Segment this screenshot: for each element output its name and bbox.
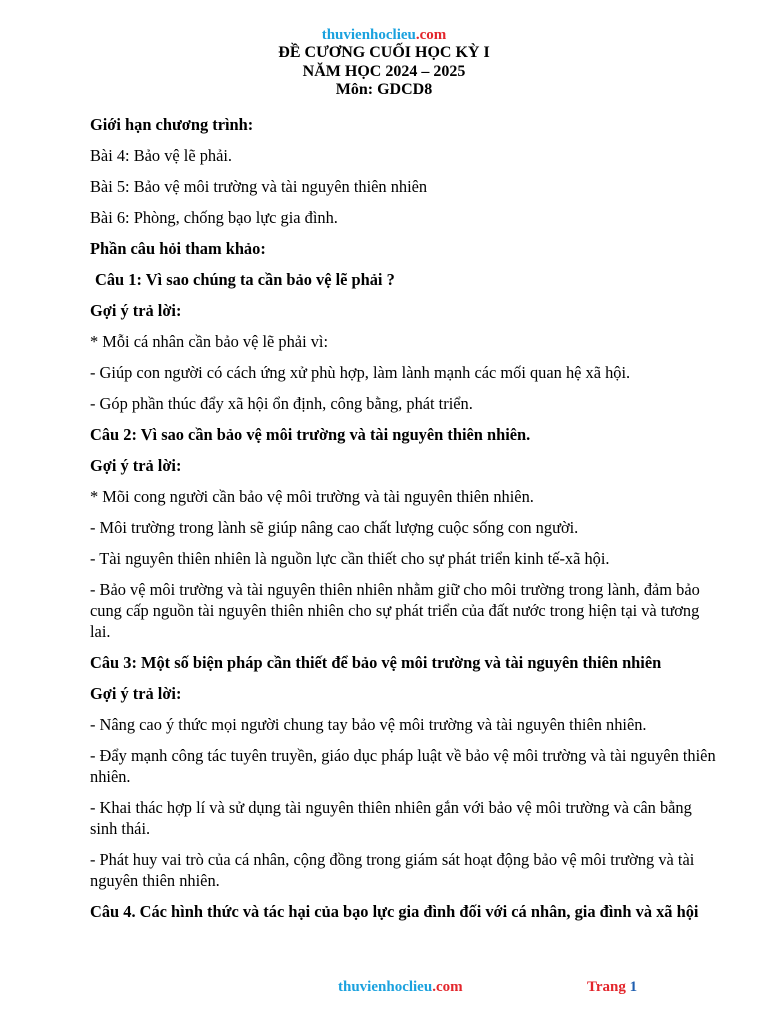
answer-paragraph: - Đẩy mạnh công tác tuyên truyền, giáo dục pháp luật về bảo vệ môi trường và tài nguyên thiên nhiên. — [90, 746, 716, 786]
question-heading: Câu 4. Các hình thức và tác hại của bạo lực gia đình đối với cá nhân, gia đình và xã hội — [90, 902, 699, 921]
section-heading-questions: Phần câu hỏi tham khảo: — [90, 239, 266, 258]
section-heading-scope: Giới hạn chương trình: — [90, 115, 254, 134]
page-number — [587, 979, 637, 996]
document-body — [90, 114, 720, 932]
lesson-item: Bài 5: Bảo vệ môi trường và tài nguyên thiên nhiên — [90, 177, 428, 196]
answer-paragraph: * Mỗi cá nhân cần bảo vệ lẽ phải vì: — [90, 332, 329, 351]
page-number-value: 1 — [629, 979, 638, 995]
site-brand[interactable] — [0, 26, 768, 44]
answer-hint-heading: Gợi ý trả lời: — [90, 684, 182, 703]
answer-paragraph: - Môi trường trong lành sẽ giúp nâng cao chất lượng cuộc sống con người. — [90, 518, 579, 537]
answer-paragraph: - Bảo vệ môi trường và tài nguyên thiên nhiên nhằm giữ cho môi trường trong lành, đảm bảo cung cấp nguồn tài nguyên thiên nhiên cho sự phát triển của đất nước trong hiện tại và tương lai. — [90, 580, 700, 641]
answer-paragraph: - Giúp con người có cách ứng xử phù hợp, làm lành mạnh các mối quan hệ xã hội. — [90, 363, 631, 382]
answer-paragraph: - Nâng cao ý thức mọi người chung tay bảo vệ môi trường và tài nguyên thiên nhiên. — [90, 715, 647, 734]
answer-paragraph: - Khai thác hợp lí và sử dụng tài nguyên thiên nhiên gắn với bảo vệ môi trường và cân bằng sinh thái. — [90, 798, 692, 838]
lesson-item: Bài 4: Bảo vệ lẽ phải. — [90, 146, 233, 165]
question-heading: Câu 2: Vì sao cần bảo vệ môi trường và tài nguyên thiên nhiên. — [90, 425, 531, 444]
page-footer — [0, 979, 768, 999]
answer-paragraph: - Tài nguyên thiên nhiên là nguồn lực cần thiết cho sự phát triển kinh tế-xã hội. — [90, 549, 610, 568]
page-label: Trang — [587, 979, 626, 995]
footer-brand-name: thuvienhoclieu — [338, 979, 433, 995]
lesson-item: Bài 6: Phòng, chống bạo lực gia đình. — [90, 208, 338, 227]
school-year: NĂM HỌC 2024 – 2025 — [302, 62, 466, 80]
answer-paragraph: - Phát huy vai trò của cá nhân, cộng đồng trong giám sát hoạt động bảo vệ môi trường và tài nguyên thiên nhiên. — [90, 850, 695, 890]
subject-line: Môn: GDCD8 — [335, 81, 433, 98]
page-header — [0, 26, 768, 100]
answer-paragraph: - Góp phần thúc đẩy xã hội ổn định, công bằng, phát triển. — [90, 394, 473, 413]
footer-brand-domain: .com — [432, 979, 463, 995]
footer-brand[interactable] — [338, 979, 463, 996]
brand-name: thuvienhoclieu — [321, 27, 416, 43]
question-heading: Câu 1: Vì sao chúng ta cần bảo vệ lẽ phải ? — [95, 270, 395, 289]
document-title: ĐỀ CƯƠNG CUỐI HỌC KỲ I — [278, 44, 490, 61]
brand-domain: .com — [415, 27, 447, 43]
answer-hint-heading: Gợi ý trả lời: — [90, 301, 182, 320]
question-heading: Câu 3: Một số biện pháp cần thiết để bảo vệ môi trường và tài nguyên thiên nhiên — [90, 653, 662, 672]
answer-paragraph: * Mõi cong người cần bảo vệ môi trường và tài nguyên thiên nhiên. — [90, 487, 534, 506]
answer-hint-heading: Gợi ý trả lời: — [90, 456, 182, 475]
